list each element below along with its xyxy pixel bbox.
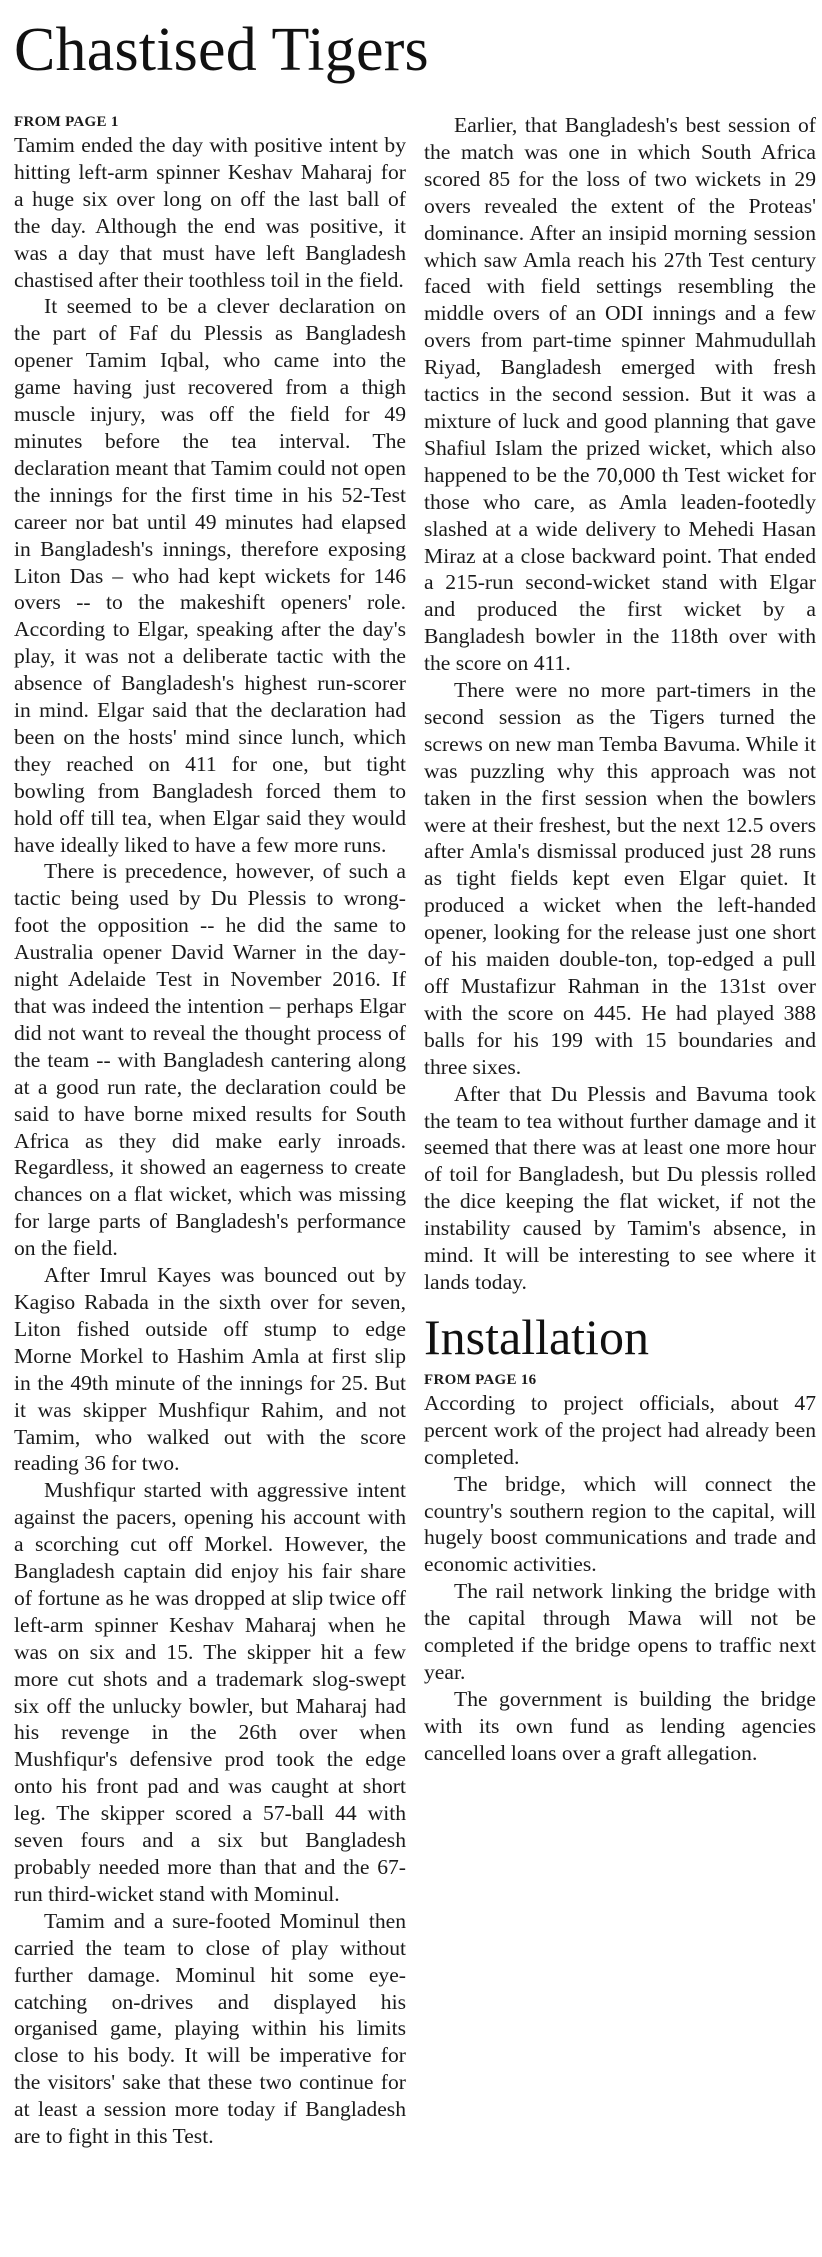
- story-kicker: FROM PAGE 1: [14, 114, 119, 130]
- second-story-kicker: FROM PAGE 16: [424, 1371, 537, 1388]
- right-column: [424, 112, 816, 1767]
- paragraph: After Imrul Kayes was bounced out by Kagiso Rabada in the sixth over for seven, Liton fished outside off stump to edge Morne Morkel to Hashim Amla at first slip in the 49th minute of the innings for 25. But it was skipper Mushfiqur Rahim, and not Tamim, who walked out with the score reading 36 for two.: [14, 1263, 406, 1476]
- paragraph: According to project officials, about 47 percent work of the project had already been completed.: [424, 1390, 816, 1469]
- paragraph: There were no more part-timers in the second session as the Tigers turned the screws on new man Temba Bavuma. While it was puzzling why this approach was not taken in the first session when the bowlers were at their freshest, but the next 12.5 overs after Amla's dismissal produced just 28 runs as tight fields kept even Elgar quiet. It produced a wicket when the left-handed opener, looking for the release just one short of his maiden double-ton, top-edged a pull off Mustafizur Rahman in the 131st over with the score on 445. He had played 388 balls for his 199 with 15 boundaries and three sixes.: [424, 678, 816, 1079]
- paragraph: The government is building the bridge with its own fund as lending agencies cancelled loans over a graft allegation.: [424, 1686, 816, 1765]
- second-story-headline: Installation: [424, 1308, 649, 1365]
- paragraph: Tamim ended the day with positive intent by hitting left-arm spinner Keshav Maharaj for a huge six over long on off the last ball of the day. Although the end was positive, it was a day that must have left Bangladesh chastised after their toothless toil in the field.: [14, 133, 406, 292]
- paragraph: After that Du Plessis and Bavuma took the team to tea without further damage and it seemed that there was at least one more hour of toil for Bangladesh, but Du plessis rolled the dice keeping the flat wicket, if not the instability caused by Tamim's absence, in mind. It will be interesting to see where it lands today.: [424, 1081, 816, 1294]
- paragraph: The bridge, which will connect the country's southern region to the capital, will hugely boost communications and trade and economic activities.: [424, 1471, 816, 1577]
- paragraph: The rail network linking the bridge with the capital through Mawa will not be completed if the bridge opens to traffic next year.: [424, 1579, 816, 1684]
- story-headline: Chastised Tigers: [14, 16, 429, 84]
- paragraph: Earlier, that Bangladesh's best session of the match was one in which South Africa scored 85 for the loss of two wickets in 29 overs revealed the extent of the Proteas' dominance. After an insipid morning session which saw Amla reach his 27th Test century faced with field settings resembling the middle overs of an ODI innings and a few overs from part-time spinner Mahmudullah Riyad, Bangladesh emerged with fresh tactics in the second session. But it was a mixture of luck and good planning that gave Shafiul Islam the prized wicket, which also happened to be the 70,000 th Test wicket for those who care, as Amla leaden-footedly slashed at a wide delivery to Mehedi Hasan Miraz at a close backward point. That ended a 215-run second-wicket stand with Elgar and produced the first wicket by a Bangladesh bowler in the 118th over with the score on 411.: [424, 113, 816, 676]
- left-column: [14, 112, 406, 2150]
- paragraph: Tamim and a sure-footed Mominul then carried the team to close of play without further damage. Mominul hit some eye-catching on-drives and displayed his organised game, playing within his limits close to his body. It will be imperative for the visitors' sake that these two continue for at least a session more today if Bangladesh are to fight in this Test.: [14, 1908, 406, 2149]
- paragraph: There is precedence, however, of such a tactic being used by Du Plessis to wrong-foot the opposition -- he did the same to Australia opener David Warner in the day-night Adelaide Test in November 2016. If that was indeed the intention – perhaps Elgar did not want to reveal the thought process of the team -- with Bangladesh cantering along at a good run rate, the declaration could be said to have borne mixed results for South Africa as they did make early inroads. Regardless, it showed an eagerness to create chances on a flat wicket, which was missing for large parts of Bangladesh's performance on the field.: [14, 859, 406, 1261]
- paragraph: Mushfiqur started with aggressive intent against the pacers, opening his account with a scorching cut off Morkel. However, the Bangladesh captain did enjoy his fair share of fortune as he was dropped at slip twice off left-arm spinner Keshav Maharaj when he was on six and 15. The skipper hit a few more cut shots and a trademark slog-swept six off the unlucky bowler, but Maharaj had his revenge in the 26th over when Mushfiqur's defensive prod took the edge onto his front pad and was caught at short leg. The skipper scored a 57-ball 44 with seven fours and a six but Bangladesh probably needed more than that and the 67-run third-wicket stand with Mominul.: [14, 1478, 406, 1906]
- paragraph: It seemed to be a clever declaration on the part of Faf du Plessis as Bangladesh opener Tamim Iqbal, who came into the game having just recovered from a thigh muscle injury, was off the field for 49 minutes before the tea interval. The declaration meant that Tamim could not open the innings for the first time in his 52-Test career nor bat until 49 minutes had elapsed in Bangladesh's innings, therefore exposing Liton Das – who had kept wickets for 146 overs -- to the makeshift openers' role. According to Elgar, speaking after the day's play, it was not a deliberate tactic with the absence of Bangladesh's highest run-scorer in mind. Elgar said that the declaration had been on the hosts' mind since lunch, which they reached on 411 for one, but tight bowling from Bangladesh forced them to hold off till tea, when Elgar said they would have ideally liked to have a few more runs.: [14, 294, 406, 857]
